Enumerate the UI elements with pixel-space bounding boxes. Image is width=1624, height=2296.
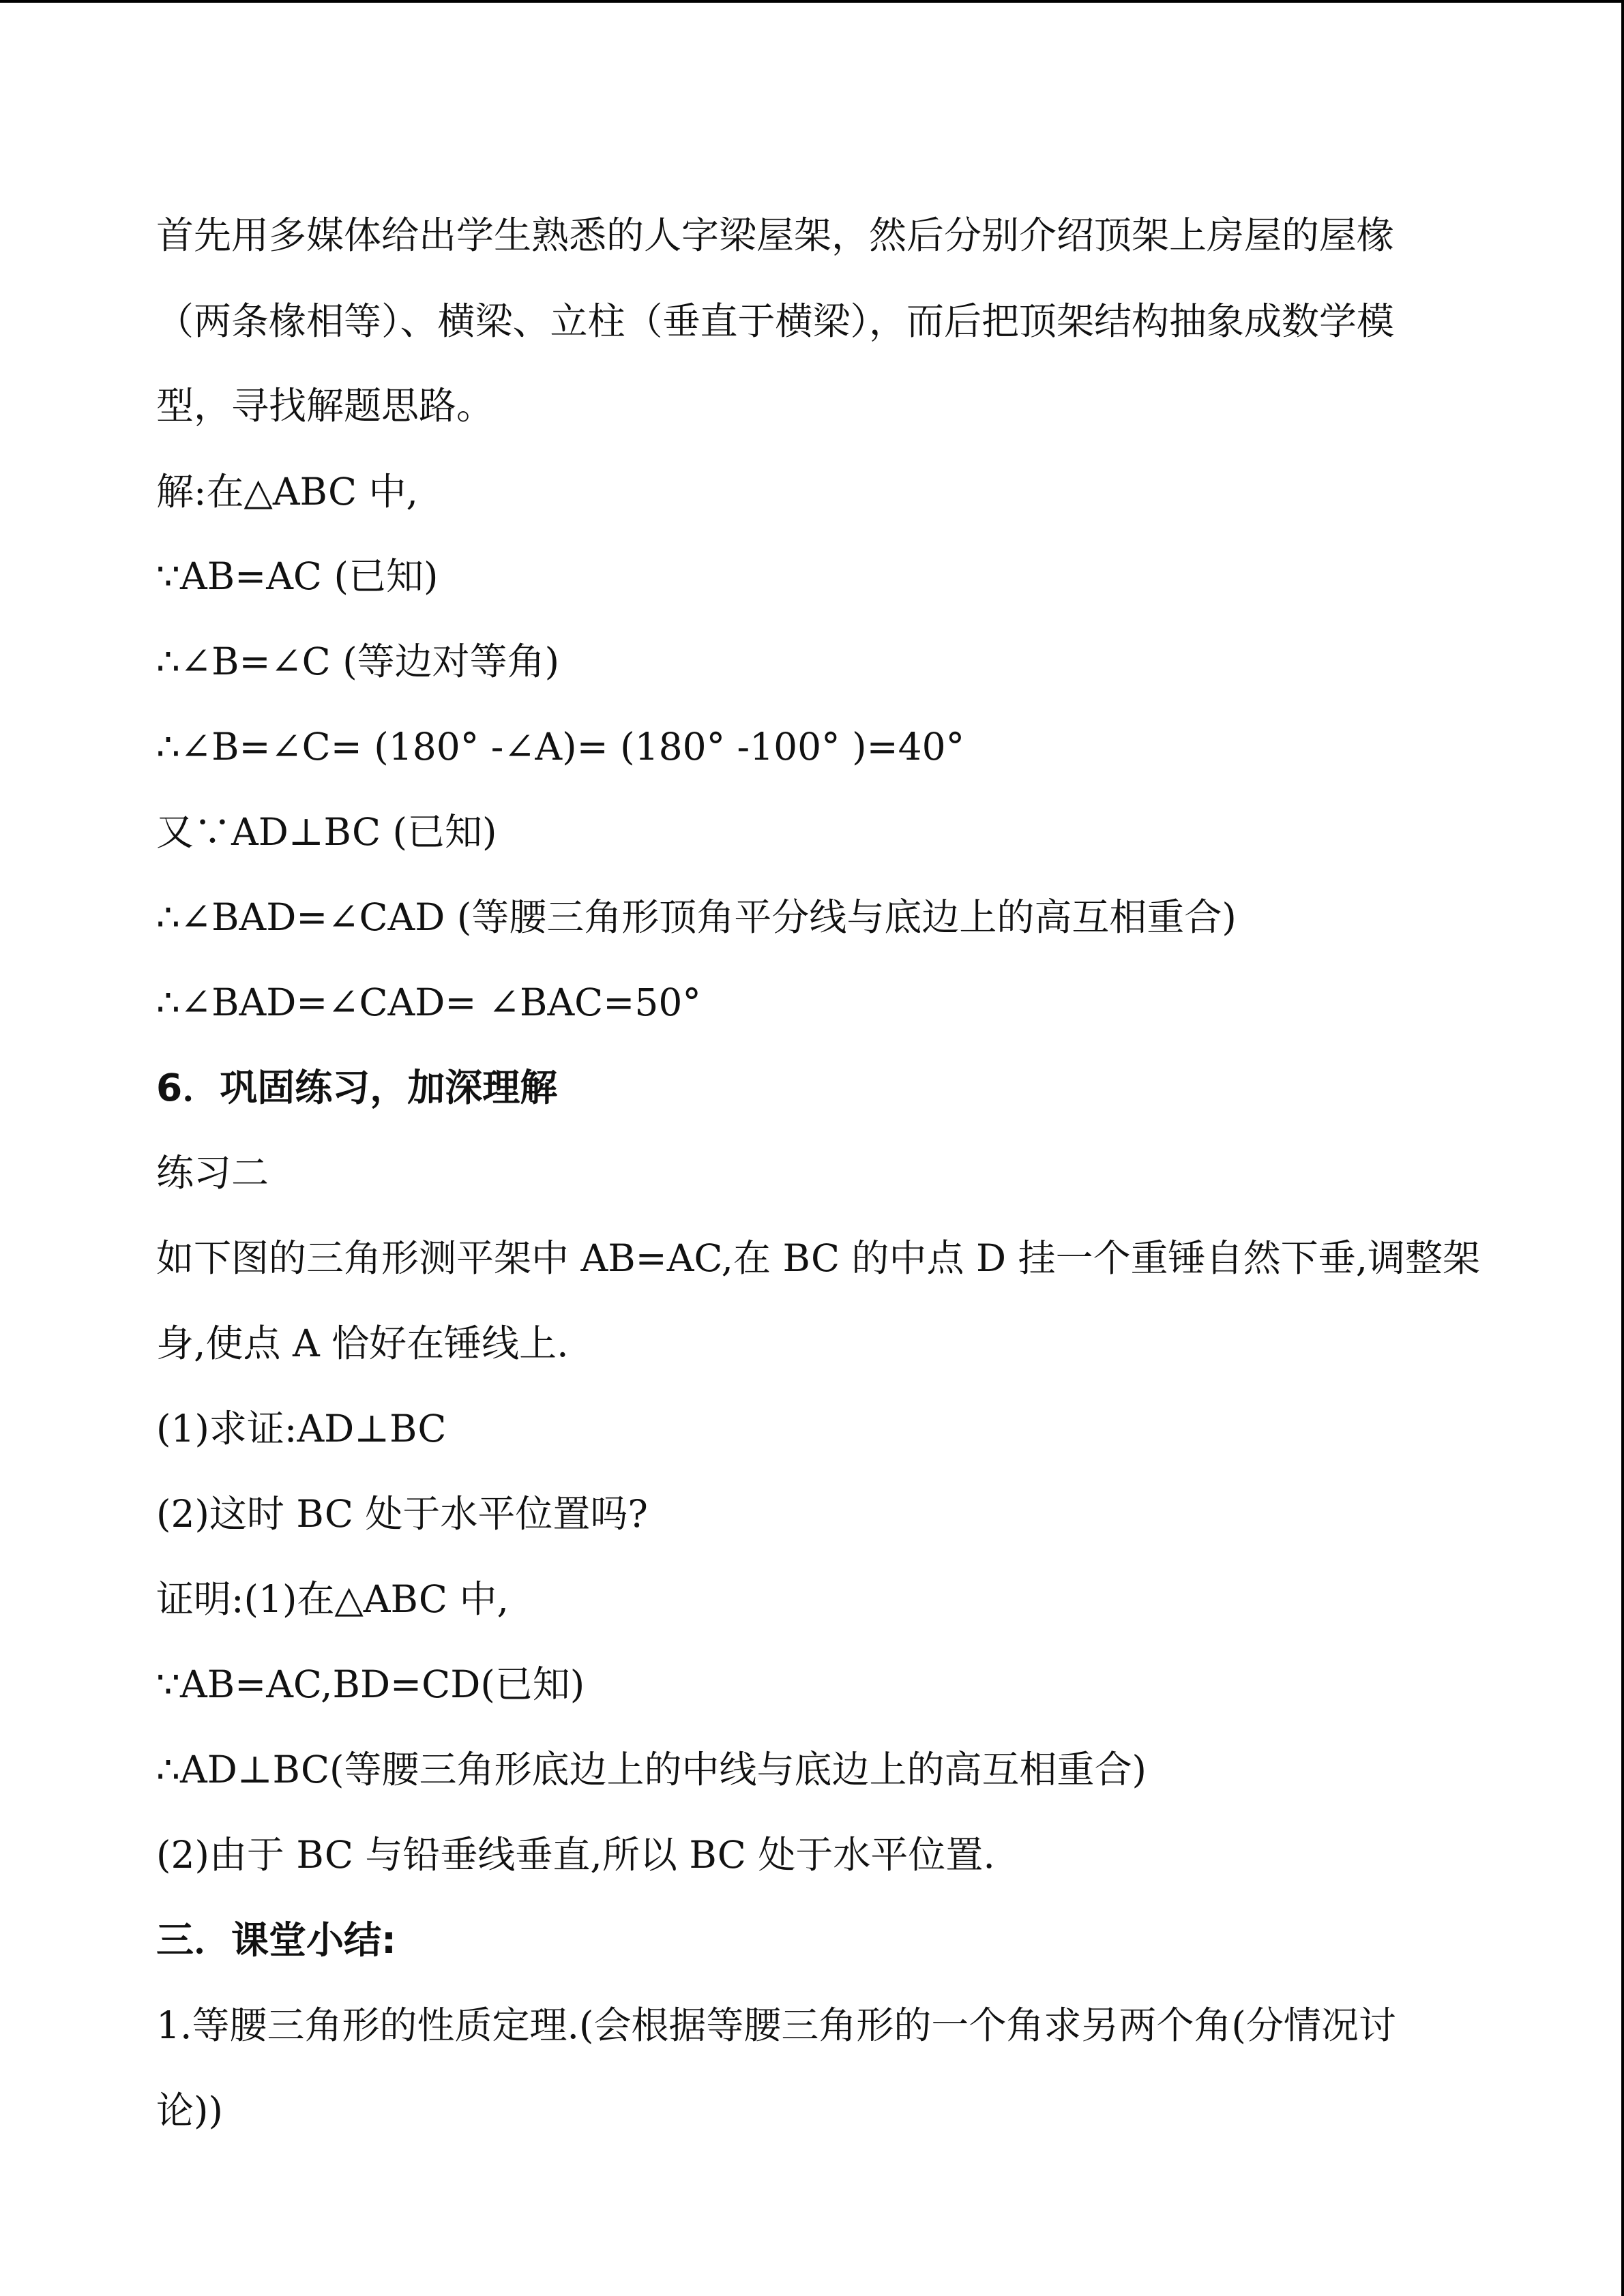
proof-step-6: ∴∠BAD=∠CAD= ∠BAC=50°: [156, 981, 701, 1024]
exercise-question-2: (2)这时 BC 处于水平位置吗?: [156, 1492, 648, 1536]
proof-step-4: 又∵AD⊥BC (已知): [156, 810, 497, 854]
intro-paragraph-line-2: （两条椽相等）、横梁、立柱（垂直于横梁），而后把顶架结构抽象成数学模: [156, 299, 1395, 343]
summary-item-1-line-1: 1.等腰三角形的性质定理.(会根据等腰三角形的一个角求另两个角(分情况讨: [156, 2003, 1396, 2047]
intro-paragraph-line-1: 首先用多媒体给出学生熟悉的人字梁屋架，然后分别介绍顶架上房屋的屋椽: [156, 213, 1395, 257]
exercise-question-1: (1)求证:AD⊥BC: [156, 1407, 447, 1450]
exercise-title: 练习二: [156, 1151, 269, 1195]
exercise-problem-line-2: 身,使点 A 恰好在锤线上.: [156, 1322, 569, 1365]
proof-step-5: ∴∠BAD=∠CAD (等腰三角形顶角平分线与底边上的高互相重合): [156, 895, 1237, 939]
proof-given: ∵AB=AC,BD=CD(已知): [156, 1663, 585, 1706]
section-heading-summary: 三．课堂小结:: [156, 1918, 396, 1962]
proof-step-2: ∴∠B=∠C (等边对等角): [156, 640, 560, 683]
intro-paragraph-line-3: 型，寻找解题思路。: [156, 384, 494, 428]
solution-intro: 解:在△ABC 中,: [156, 470, 419, 513]
proof-step-3: ∴∠B=∠C= (180° -∠A)= (180° -100° )=40°: [156, 725, 965, 769]
proof-intro: 证明:(1)在△ABC 中,: [156, 1577, 509, 1621]
proof-step-1: ∵AB=AC (已知): [156, 554, 439, 598]
top-border-line: [0, 0, 1624, 3]
right-border-line: [1621, 0, 1624, 2296]
proof-conclusion: ∴AD⊥BC(等腰三角形底边上的中线与底边上的高互相重合): [156, 1748, 1147, 1791]
proof-answer-2: (2)由于 BC 与铅垂线垂直,所以 BC 处于水平位置.: [156, 1833, 995, 1877]
exercise-problem-line-1: 如下图的三角形测平架中 AB=AC,在 BC 的中点 D 挂一个重锤自然下垂,调整架: [156, 1236, 1481, 1280]
section-heading-practice: 6．巩固练习，加深理解: [156, 1066, 558, 1109]
summary-item-1-line-2: 论)): [156, 2089, 223, 2132]
